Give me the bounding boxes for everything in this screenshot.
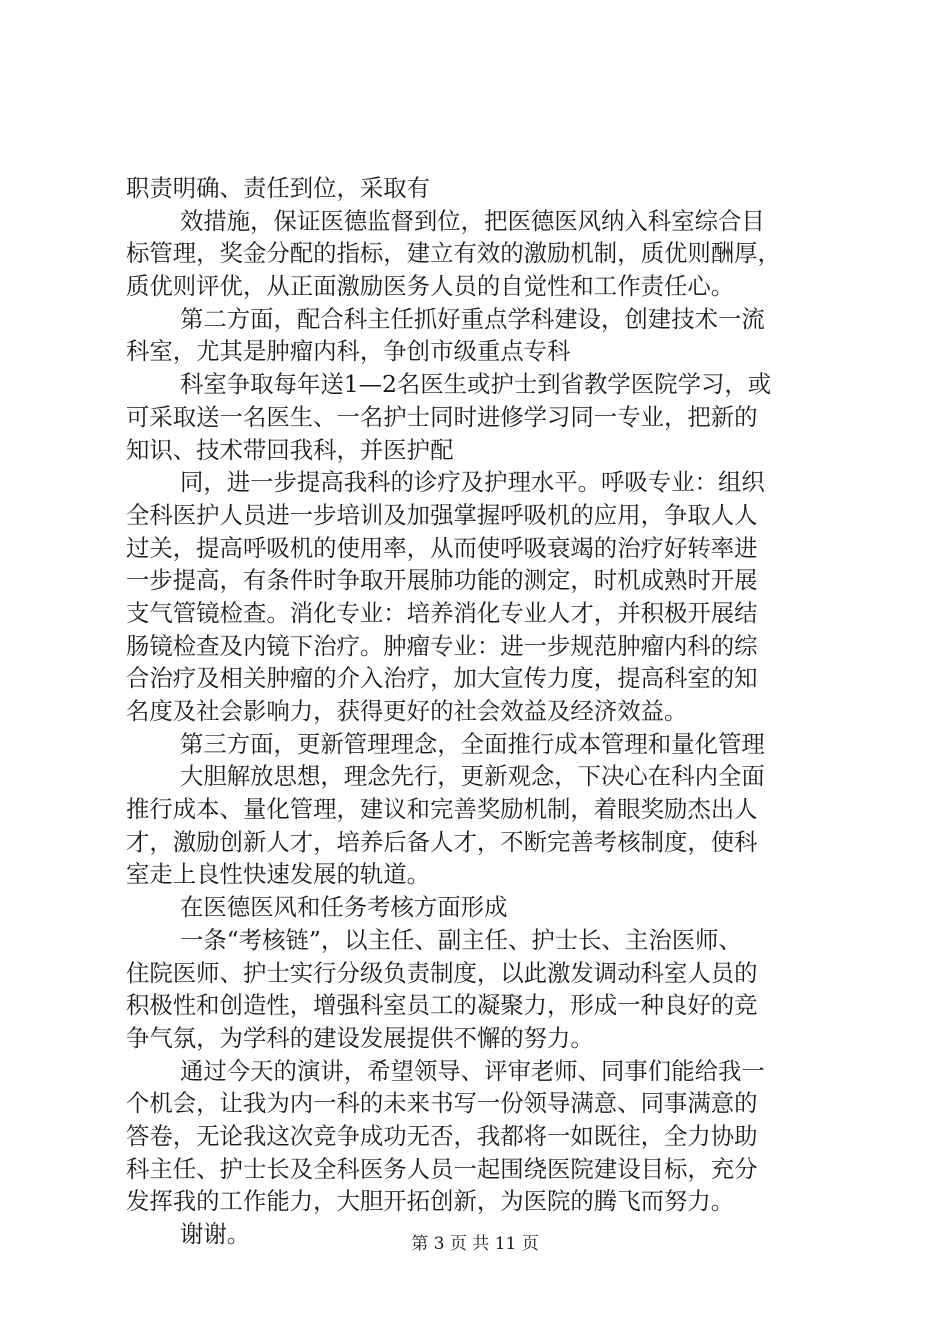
document-body [126, 172, 838, 1251]
text-line: 积极性和创造性，增强科室员工的凝聚力，形成一种良好的竞 [126, 991, 758, 1020]
text-line: 室走上良性快速发展的轨道。 [126, 860, 431, 889]
text-line: 大胆解放思想，理念先行，更新观念，下决心在科内全面 [180, 762, 765, 791]
text-line: 可采取送一名医生、一名护士同时进修学习同一专业，把新的 [126, 402, 758, 431]
text-line: 在医德医风和任务考核方面形成 [180, 893, 508, 922]
text-line: 通过今天的演讲，希望领导、评审老师、同事们能给我一 [180, 1056, 765, 1085]
text-line: 个机会，让我为内一科的未来书写一份领导满意、同事满意的 [126, 1089, 758, 1118]
text-line: 才，激励创新人才，培养后备人才，不断完善考核制度，使科 [126, 827, 758, 856]
text-line: 争气氛，为学科的建设发展提供不懈的努力。 [126, 1023, 594, 1052]
text-line: 一步提高，有条件时争取开展肺功能的测定，时机成熟时开展 [126, 566, 758, 595]
text-line: 发挥我的工作能力，大胆开拓创新，为医院的腾飞而努力。 [126, 1187, 735, 1216]
text-line: 第三方面，更新管理理念，全面推行成本管理和量化管理 [180, 729, 765, 758]
text-line: 名度及社会影响力，获得更好的社会效益及经济效益。 [126, 697, 688, 725]
page-footer: 第 3 页 共 11 页 [411, 1234, 539, 1254]
text-line: 住院医师、护士实行分级负责制度，以此激发调动科室人员的 [126, 958, 758, 987]
text-line: 同，进一步提高我科的诊疗及护理水平。呼吸专业：组织 [180, 468, 765, 497]
text-line: 第二方面，配合科主任抓好重点学科建设，创建技术一流 [180, 304, 765, 333]
text-line: 谢谢。 [180, 1220, 251, 1248]
text-line: 合治疗及相关肿瘤的介入治疗，加大宣传力度，提高科室的知 [126, 664, 758, 693]
text-line: 知识、技术带回我科，并医护配 [126, 435, 454, 464]
text-line: 支气管镜检查。消化专业：培养消化专业人才，并积极开展结 [126, 598, 758, 627]
text-line: 标管理，奖金分配的指标，建立有效的激励机制，质优则酬厚， [126, 239, 781, 268]
text-line: 肠镜检查及内镜下治疗。肿瘤专业：进一步规范肿瘤内科的综 [126, 631, 758, 660]
text-line: 职责明确、责任到位，采取有 [126, 174, 431, 202]
text-line: 答卷，无论我这次竞争成功无否，我都将一如既往，全力协助 [126, 1121, 758, 1150]
text-line: 科室，尤其是肿瘤内科，争创市级重点专科 [126, 337, 571, 366]
text-line: 全科医护人员进一步培训及加强掌握呼吸机的应用，争取人人 [126, 500, 758, 529]
text-line: 科室争取每年送1—2名医生或护士到省教学医院学习，或 [180, 370, 772, 399]
text-line: 一条“考核链”，以主任、副主任、护士长、主治医师、 [180, 925, 742, 954]
text-line: 过关，提高呼吸机的使用率，从而使呼吸衰竭的治疗好转率进 [126, 533, 758, 562]
text-line: 科主任、护士长及全科医务人员一起围绕医院建设目标，充分 [126, 1154, 758, 1183]
text-line: 推行成本、量化管理，建议和完善奖励机制，着眼奖励杰出人 [126, 795, 758, 824]
text-line: 质优则评优，从正面激励医务人员的自觉性和工作责任心。 [126, 272, 735, 301]
text-line: 效措施，保证医德监督到位，把医德医风纳入科室综合目 [180, 206, 765, 235]
